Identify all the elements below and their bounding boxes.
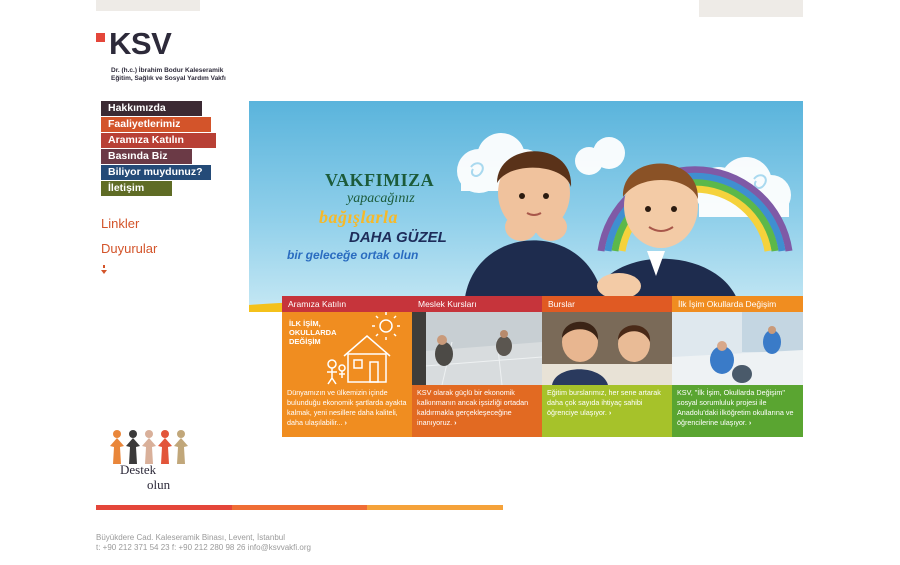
hero-banner[interactable] <box>249 101 803 312</box>
nav-item-biliyor-muydunuz[interactable]: Biliyor muydunuz? <box>101 165 211 180</box>
logo-subtitle-line1: Dr. (h.c.) İbrahim Bodur Kaleseramik <box>111 67 224 74</box>
tab-description[interactable]: KSV, "İlk İşim, Okullarda Değişim" sosyal sorumluluk projesi ile Anadolu'daki ilköğretim okullarına ve öğrencilerine ulaşıyor. › <box>672 385 803 437</box>
arrow-right-icon[interactable]: › <box>342 418 347 427</box>
arrow-right-icon[interactable]: › <box>606 408 612 417</box>
arrow-right-icon[interactable]: › <box>746 418 752 427</box>
tab-title[interactable]: İlk İşim Okullarda Değişim <box>672 296 803 312</box>
arrow-right-icon[interactable]: › <box>452 418 457 427</box>
tab-title[interactable]: Meslek Kursları <box>412 296 542 312</box>
top-strip-right <box>699 0 803 17</box>
banner-line4: DAHA GÜZEL <box>349 229 447 246</box>
tab-description[interactable]: Eğitim burslarımız, her sene artarak daha çok sayıda ihtiyaç sahibi öğrenciye ulaşıyor. › <box>542 385 672 437</box>
tab-image-text: İLK İŞİM, OKULLARDA DEĞİŞİM <box>289 319 337 346</box>
banner-line2: yapacağınız <box>347 191 415 206</box>
footer-contact-line: t: +90 212 371 54 23 f: +90 212 280 98 26 info@ksvvakfi.org <box>96 543 311 552</box>
tab-meslek-kurslari[interactable] <box>412 296 542 437</box>
workers-photo-icon <box>412 312 542 385</box>
banner-line3: bağışlarla <box>319 207 399 227</box>
chevron-down-icon[interactable] <box>101 265 107 275</box>
logo-subtitle-line2: Eğitim, Sağlık ve Sosyal Yardım Vakfı <box>111 75 226 82</box>
tab-image[interactable] <box>282 312 412 385</box>
logo-subtitle <box>111 67 226 83</box>
banner-line5: bir geleceğe ortak olun <box>287 248 419 262</box>
link-duyurular[interactable]: Duyurular <box>101 241 158 256</box>
support-label-line2: olun <box>147 477 171 492</box>
nav-item-faaliyetlerimiz[interactable]: Faaliyetlerimiz <box>101 117 211 132</box>
tab-title[interactable]: Burslar <box>542 296 672 312</box>
footer-address <box>96 533 311 553</box>
students-photo-icon <box>542 312 672 385</box>
tab-image[interactable] <box>412 312 542 385</box>
banner-line1: VAKFIMIZA <box>325 170 435 190</box>
tab-image[interactable] <box>672 312 803 385</box>
tab-image[interactable] <box>542 312 672 385</box>
tab-description[interactable]: KSV olarak güçlü bir ekonomik kalkınmanın ancak işsizliği ortadan kaldırmakla gerçekleşeceğine inanıyoruz. › <box>412 385 542 437</box>
nav-item-basinda-biz[interactable]: Basında Biz <box>101 149 192 164</box>
logo[interactable] <box>96 26 246 85</box>
main-nav <box>101 101 216 197</box>
top-strip-left <box>96 0 200 11</box>
tab-ilk-isim[interactable] <box>672 296 803 437</box>
support-badge[interactable] <box>106 428 196 494</box>
house-illustration-icon <box>282 312 412 385</box>
tab-aramiza-katilin[interactable] <box>282 296 412 437</box>
tab-burslar[interactable] <box>542 296 672 437</box>
nav-item-iletisim[interactable]: İletişim <box>101 181 172 196</box>
footer-address-line: Büyükdere Cad. Kaleseramik Binası, Levent, İstanbul <box>96 533 285 542</box>
logo-name: KSV <box>109 26 172 61</box>
nav-item-hakkimizda[interactable]: Hakkımızda <box>101 101 202 116</box>
support-label-line1: Destek <box>120 462 157 477</box>
nav-item-aramiza-katilin[interactable]: Aramıza Katılın <box>101 133 216 148</box>
classroom-photo-icon <box>672 312 803 385</box>
feature-tabs <box>282 296 803 437</box>
link-linkler[interactable]: Linkler <box>101 216 140 231</box>
tab-title[interactable]: Aramıza Katılın <box>282 296 412 312</box>
tab-description[interactable]: Dünyamızın ve ülkemizin içinde bulunduğu ekonomik şartlarda ayakta kalmak, yeni nesillere daha kaliteli, daha ulaşılabilir... › <box>282 385 412 437</box>
logo-mark-icon <box>96 33 105 42</box>
footer-color-bar <box>96 505 503 510</box>
